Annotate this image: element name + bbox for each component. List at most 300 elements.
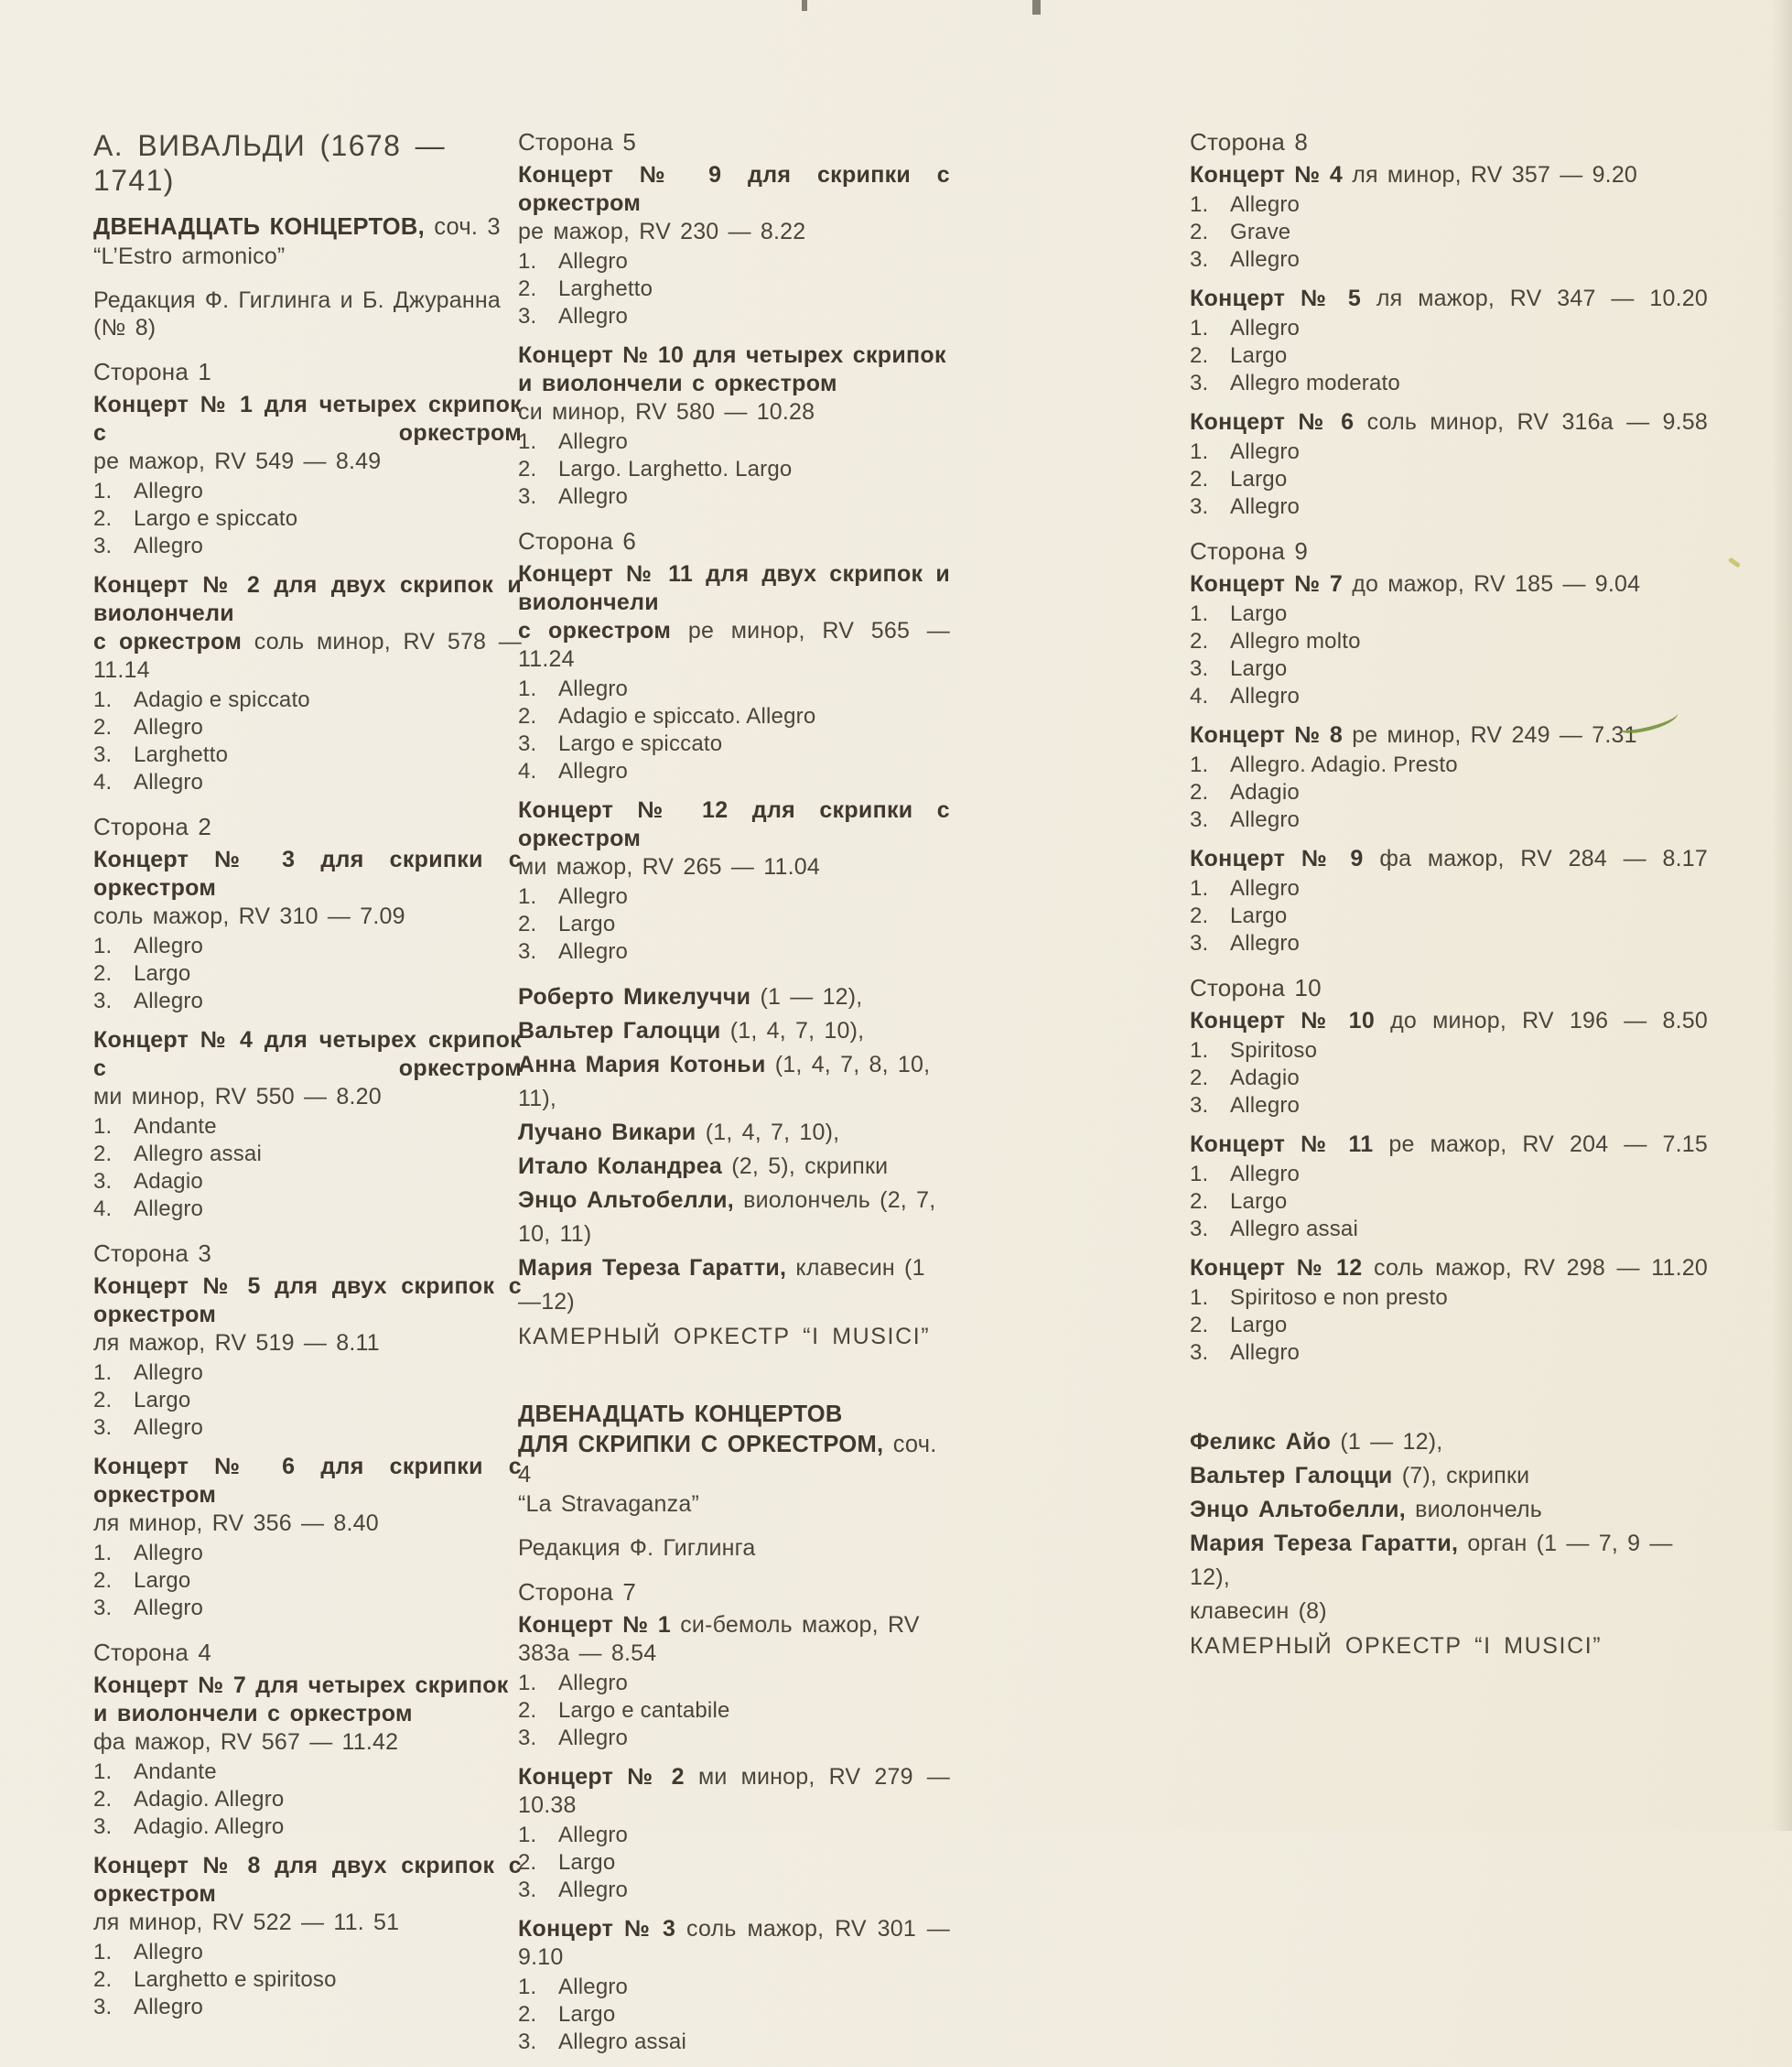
movement-number: 2. bbox=[93, 1388, 113, 1412]
scan-mark bbox=[802, 0, 807, 11]
movement-tempo: Allegro bbox=[558, 676, 629, 701]
movement-number: 1. bbox=[1190, 601, 1209, 626]
opus3-orchestra-line: КАМЕРНЫЙ ОРКЕСТР “I MUSICI” bbox=[518, 1324, 931, 1349]
movement-number: 3. bbox=[518, 1726, 537, 1750]
movement bbox=[518, 938, 950, 966]
movement bbox=[93, 1359, 522, 1387]
opus4-editors bbox=[518, 1534, 950, 1562]
opus3-performers-line: Роберто Микелуччи (1 — 12), bbox=[518, 984, 863, 1010]
concerto-op3-11-line: Концерт № 11 для двух скрипок и виолончели bbox=[518, 561, 950, 615]
concerto-op4-4 bbox=[1190, 161, 1708, 274]
movement-tempo: Allegro bbox=[558, 1726, 629, 1750]
opus4-orchestra bbox=[1190, 1632, 1708, 1660]
movement bbox=[518, 1670, 950, 1697]
concerto-op3-2-line: Концерт № 2 для двух скрипок и виолончели bbox=[93, 572, 522, 626]
concerto-op3-3 bbox=[93, 846, 522, 1015]
movement-number: 1. bbox=[1190, 192, 1209, 217]
movement-tempo: Grave bbox=[1230, 220, 1291, 244]
movement-tempo: Allegro assai bbox=[134, 1142, 263, 1166]
movement-number: 2. bbox=[1190, 343, 1209, 368]
movement-number: 1. bbox=[1190, 1038, 1209, 1063]
side-label-5 bbox=[518, 128, 950, 156]
movement bbox=[93, 1141, 522, 1168]
movement-tempo: Allegro bbox=[558, 429, 629, 454]
movement-list bbox=[93, 933, 522, 1015]
concerto-op3-12-line: Концерт № 12 для скрипки с оркестром bbox=[518, 797, 950, 851]
page-edge-shadow bbox=[1772, 0, 1792, 1831]
side-label-8 bbox=[1190, 128, 1708, 156]
movement-list bbox=[1190, 438, 1708, 521]
concerto-op3-4 bbox=[93, 1026, 522, 1223]
movement-number: 3. bbox=[93, 1814, 113, 1839]
movement-list bbox=[1190, 752, 1708, 834]
side-label-4 bbox=[93, 1639, 522, 1666]
opus3-performers-line: Энцо Альтобелли, виолончель (2, 7, 10, 11) bbox=[518, 1187, 936, 1247]
movement bbox=[518, 276, 950, 303]
movement-number: 3. bbox=[1190, 1340, 1209, 1365]
movement-list bbox=[518, 1670, 950, 1752]
side-label-8-line: Сторона 8 bbox=[1190, 128, 1309, 156]
movement-tempo: Allegro bbox=[1230, 494, 1301, 519]
movement bbox=[1190, 779, 1708, 806]
opus4-title-line: ДВЕНАДЦАТЬ КОНЦЕРТОВ bbox=[518, 1401, 843, 1427]
movement-tempo: Allegro bbox=[1230, 439, 1301, 464]
movement-number: 1. bbox=[518, 429, 537, 454]
concerto-op3-12 bbox=[518, 796, 950, 966]
concerto-op3-1 bbox=[93, 391, 522, 560]
opus3-performers-line: Мария Тереза Гаратти, клавесин (1 —12) bbox=[518, 1255, 925, 1315]
movement-tempo: Adagio e spiccato. Allegro bbox=[558, 704, 816, 729]
movement-number: 1. bbox=[518, 884, 537, 909]
opus3-orchestra bbox=[518, 1323, 950, 1350]
movement bbox=[1190, 601, 1708, 628]
movement-number: 3. bbox=[93, 1169, 113, 1194]
movement-number: 2. bbox=[93, 1142, 113, 1166]
concerto-op3-2 bbox=[93, 571, 522, 796]
opus3-performers bbox=[518, 980, 950, 1319]
concerto-op3-5 bbox=[93, 1272, 522, 1442]
movement-tempo: Largo bbox=[558, 2002, 616, 2027]
movement bbox=[1190, 655, 1708, 683]
movement bbox=[93, 714, 522, 741]
side-label-9 bbox=[1190, 537, 1708, 565]
opus3-performers-line: Итало Коландреа (2, 5), скрипки bbox=[518, 1153, 889, 1179]
movement-tempo: Allegro bbox=[558, 939, 629, 964]
movement-number: 3. bbox=[1190, 807, 1209, 832]
movement-number: 2. bbox=[93, 715, 113, 740]
concerto-op4-7 bbox=[1190, 570, 1708, 710]
movement-tempo: Largo e spiccato bbox=[558, 731, 723, 756]
movement-tempo: Allegro bbox=[558, 1975, 629, 1999]
opus4-performers-line: клавесин (8) bbox=[1190, 1598, 1327, 1624]
concerto-op3-6 bbox=[93, 1453, 522, 1622]
movement-tempo: Larghetto bbox=[558, 276, 653, 301]
movement-tempo: Spiritoso bbox=[1230, 1038, 1318, 1063]
opus4-title-line: ДЛЯ СКРИПКИ С ОРКЕСТРОМ, соч. 4 bbox=[518, 1432, 937, 1488]
movement bbox=[1190, 466, 1708, 493]
concerto-op4-11 bbox=[1190, 1131, 1708, 1243]
opus4-performers-line: Энцо Альтобелли, виолончель bbox=[1190, 1497, 1543, 1522]
concerto-op4-7-line: Концерт № 7 до мажор, RV 185 — 9.04 bbox=[1190, 571, 1641, 597]
movement bbox=[1190, 191, 1708, 219]
movement bbox=[93, 1813, 522, 1841]
side-label-10-line: Сторона 10 bbox=[1190, 974, 1322, 1001]
movement-list bbox=[93, 1540, 522, 1622]
movement bbox=[518, 730, 950, 758]
movement bbox=[518, 483, 950, 511]
movement-tempo: Allegro bbox=[134, 1940, 204, 1964]
opus4-performers-line: Вальтер Галоцци (7), скрипки bbox=[1190, 1463, 1530, 1488]
movement-tempo: Allegro moderato bbox=[1230, 371, 1400, 395]
composer-title-line: А. ВИВАЛЬДИ (1678 — 1741) bbox=[93, 129, 446, 197]
movement-number: 3. bbox=[518, 731, 537, 756]
movement-tempo: Allegro bbox=[134, 1596, 204, 1620]
movement-tempo: Allegro bbox=[134, 934, 204, 958]
movement-number: 1. bbox=[518, 676, 537, 701]
movement-tempo: Allegro bbox=[1230, 876, 1301, 901]
opus3-title bbox=[93, 212, 522, 243]
side-label-2-line: Сторона 2 bbox=[93, 813, 212, 840]
concerto-op4-6 bbox=[1190, 408, 1708, 521]
concerto-op3-11-line: с оркестром ре минор, RV 565 — 11.24 bbox=[518, 618, 950, 672]
movement bbox=[1190, 1284, 1708, 1312]
movement-list bbox=[1190, 1037, 1708, 1120]
movement-tempo: Allegro bbox=[134, 1541, 204, 1565]
movement bbox=[518, 1822, 950, 1849]
movement bbox=[93, 1786, 522, 1813]
movement bbox=[518, 2029, 950, 2056]
movement-tempo: Allegro bbox=[558, 1823, 629, 1847]
concerto-op4-9 bbox=[1190, 845, 1708, 958]
column-2 bbox=[518, 128, 950, 2067]
movement-number: 2. bbox=[518, 457, 537, 482]
concerto-op4-3 bbox=[518, 1915, 950, 2056]
concerto-op3-5-line: ля мажор, RV 519 — 8.11 bbox=[93, 1330, 380, 1356]
movement-number: 2. bbox=[93, 1787, 113, 1812]
movement-number: 3. bbox=[93, 1995, 113, 2019]
concerto-op4-8 bbox=[1190, 721, 1708, 834]
movement-number: 3. bbox=[1190, 371, 1209, 395]
movement-number: 2. bbox=[1190, 1066, 1209, 1090]
movement-number: 1. bbox=[93, 479, 113, 503]
concerto-op4-2 bbox=[518, 1763, 950, 1904]
movement bbox=[93, 1540, 522, 1567]
movement-number: 3. bbox=[1190, 656, 1209, 681]
movement bbox=[93, 687, 522, 714]
movement bbox=[93, 1567, 522, 1595]
movement-number: 1. bbox=[518, 249, 537, 274]
movement-number: 1. bbox=[93, 1759, 113, 1784]
movement-number: 2. bbox=[518, 1698, 537, 1723]
movement-number: 3. bbox=[1190, 247, 1209, 272]
movement-tempo: Andante bbox=[134, 1114, 217, 1139]
concerto-op4-2-line: Концерт № 2 ми минор, RV 279 — 10.38 bbox=[518, 1764, 950, 1818]
movement-number: 3. bbox=[518, 304, 537, 329]
side-label-1-line: Сторона 1 bbox=[93, 358, 212, 385]
movement-number: 1. bbox=[518, 1823, 537, 1847]
opus3-performers-line: Вальтер Галоцци (1, 4, 7, 10), bbox=[518, 1018, 865, 1044]
movement-number: 1. bbox=[518, 1671, 537, 1695]
concerto-op3-12-line: ми мажор, RV 265 — 11.04 bbox=[518, 854, 820, 880]
concerto-op3-8 bbox=[93, 1852, 522, 2021]
movement-list bbox=[518, 428, 950, 511]
movement-list bbox=[93, 1359, 522, 1442]
opus4-performers bbox=[1190, 1425, 1708, 1629]
movement-number: 2. bbox=[93, 961, 113, 986]
movement-tempo: Allegro bbox=[134, 1196, 204, 1221]
movement bbox=[518, 248, 950, 276]
concerto-op3-5-line: Концерт № 5 для двух скрипок с оркестром bbox=[93, 1273, 522, 1327]
movement-number: 2. bbox=[93, 1568, 113, 1593]
column-1 bbox=[93, 128, 522, 2032]
movement-number: 1. bbox=[93, 934, 113, 958]
movement-tempo: Largo bbox=[558, 1850, 616, 1875]
movement-tempo: Largo e cantabile bbox=[558, 1698, 730, 1723]
movement bbox=[518, 911, 950, 938]
concerto-op3-7-line: Концерт № 7 для четырех скрипок bbox=[93, 1672, 509, 1698]
movement bbox=[1190, 1161, 1708, 1188]
concerto-op3-3-line: соль мажор, RV 310 — 7.09 bbox=[93, 904, 405, 929]
concerto-op3-10-line: и виолончели с оркестром bbox=[518, 371, 837, 396]
movement-list bbox=[1190, 1284, 1708, 1367]
movement bbox=[1190, 342, 1708, 370]
movement-tempo: Adagio e spiccato bbox=[134, 687, 310, 712]
movement bbox=[1190, 1216, 1708, 1243]
concerto-op3-9 bbox=[518, 161, 950, 330]
movement-number: 2. bbox=[93, 506, 113, 531]
movement-tempo: Allegro. Adagio. Presto bbox=[1230, 752, 1458, 777]
movement-number: 1. bbox=[1190, 316, 1209, 341]
movement-number: 1. bbox=[1190, 1162, 1209, 1186]
concerto-op3-10-line: си минор, RV 580 — 10.28 bbox=[518, 399, 815, 425]
movement-number: 3. bbox=[93, 742, 113, 767]
movement bbox=[93, 933, 522, 960]
movement bbox=[518, 2001, 950, 2029]
movement bbox=[518, 1697, 950, 1725]
movement-tempo: Largo bbox=[1230, 467, 1288, 492]
movement bbox=[93, 1595, 522, 1622]
movement bbox=[1190, 370, 1708, 397]
movement-tempo: Largo e spiccato bbox=[134, 506, 298, 531]
movement bbox=[1190, 628, 1708, 655]
movement bbox=[1190, 493, 1708, 521]
movement-number: 1. bbox=[93, 1114, 113, 1139]
movement-number: 2. bbox=[518, 276, 537, 301]
movement-number: 1. bbox=[518, 1975, 537, 1999]
movement bbox=[1190, 315, 1708, 342]
concerto-op4-9-line: Концерт № 9 фа мажор, RV 284 — 8.17 bbox=[1190, 846, 1708, 871]
movement-tempo: Largo bbox=[1230, 656, 1288, 681]
movement bbox=[1190, 683, 1708, 710]
concerto-op4-11-line: Концерт № 11 ре мажор, RV 204 — 7.15 bbox=[1190, 1131, 1708, 1157]
concerto-op4-12 bbox=[1190, 1254, 1708, 1367]
movement-number: 3. bbox=[1190, 1217, 1209, 1241]
movement bbox=[518, 303, 950, 330]
movement-list bbox=[93, 1939, 522, 2021]
movement-number: 3. bbox=[518, 939, 537, 964]
movement bbox=[93, 769, 522, 796]
concerto-op3-11 bbox=[518, 560, 950, 785]
movement-number: 3. bbox=[93, 534, 113, 558]
movement bbox=[1190, 1037, 1708, 1065]
movement-tempo: Largo. Larghetto. Largo bbox=[558, 457, 793, 482]
movement bbox=[93, 1113, 522, 1141]
movement-tempo: Allegro bbox=[134, 479, 204, 503]
movement-list bbox=[1190, 191, 1708, 274]
concerto-op4-10 bbox=[1190, 1007, 1708, 1120]
movement-tempo: Allegro bbox=[1230, 1340, 1301, 1365]
side-label-6 bbox=[518, 527, 950, 555]
movement-number: 4. bbox=[93, 770, 113, 795]
movement-tempo: Largo bbox=[1230, 601, 1288, 626]
concerto-op3-8-line: ля минор, RV 522 — 11. 51 bbox=[93, 1910, 400, 1935]
movement-number: 3. bbox=[518, 484, 537, 509]
movement-tempo: Largo bbox=[558, 912, 616, 936]
movement-number: 3. bbox=[93, 989, 113, 1013]
section-gap bbox=[1190, 1378, 1708, 1411]
side-label-3-line: Сторона 3 bbox=[93, 1239, 212, 1267]
side-label-6-line: Сторона 6 bbox=[518, 527, 637, 555]
movement-tempo: Allegro bbox=[1230, 931, 1301, 956]
movement-tempo: Allegro bbox=[1230, 192, 1301, 217]
side-label-10 bbox=[1190, 974, 1708, 1001]
movement-tempo: Allegro bbox=[134, 1995, 204, 2019]
opus4-title bbox=[518, 1400, 950, 1490]
movement-list bbox=[1190, 875, 1708, 958]
movement-tempo: Adagio bbox=[134, 1169, 203, 1194]
movement bbox=[93, 1387, 522, 1414]
movement-tempo: Allegro bbox=[1230, 1162, 1301, 1186]
movement bbox=[93, 1759, 522, 1786]
movement-tempo: Allegro bbox=[134, 989, 204, 1013]
side-label-4-line: Сторона 4 bbox=[93, 1639, 212, 1666]
movement bbox=[93, 1966, 522, 1994]
opus3-performers-line: Анна Мария Котоньи (1, 4, 7, 8, 10, 11), bbox=[518, 1052, 931, 1111]
movement-number: 3. bbox=[518, 2029, 537, 2054]
concerto-op4-1-line: Концерт № 1 си-бемоль мажор, RV 383a — 8.54 bbox=[518, 1612, 920, 1666]
side-label-7-line: Сторона 7 bbox=[518, 1578, 637, 1606]
concerto-op4-5-line: Концерт № 5 ля мажор, RV 347 — 10.20 bbox=[1190, 286, 1708, 311]
opus3-performers-line: Лучано Викари (1, 4, 7, 10), bbox=[518, 1120, 840, 1145]
movement-tempo: Allegro bbox=[558, 884, 629, 909]
concerto-op4-1 bbox=[518, 1611, 950, 1752]
movement-number: 2. bbox=[1190, 629, 1209, 654]
movement-number: 2. bbox=[1190, 904, 1209, 928]
concerto-op3-7-line: фа мажор, RV 567 — 11.42 bbox=[93, 1729, 399, 1755]
movement-tempo: Largo bbox=[1230, 1313, 1288, 1337]
movement bbox=[518, 1877, 950, 1904]
opus4-subtitle bbox=[518, 1490, 950, 1518]
movement-list bbox=[93, 478, 522, 560]
movement bbox=[1190, 903, 1708, 930]
concerto-op4-10-line: Концерт № 10 до минор, RV 196 — 8.50 bbox=[1190, 1008, 1708, 1034]
movement-number: 1. bbox=[93, 1940, 113, 1964]
movement bbox=[93, 988, 522, 1015]
movement bbox=[518, 676, 950, 703]
movement bbox=[1190, 1312, 1708, 1339]
movement-tempo: Allegro bbox=[134, 534, 204, 558]
movement bbox=[518, 1974, 950, 2001]
movement-number: 3. bbox=[1190, 931, 1209, 956]
movement bbox=[1190, 930, 1708, 958]
concerto-op3-10 bbox=[518, 341, 950, 511]
movement-list bbox=[1190, 1161, 1708, 1243]
movement bbox=[93, 1994, 522, 2021]
movement-number: 3. bbox=[93, 1596, 113, 1620]
side-label-9-line: Сторона 9 bbox=[1190, 537, 1309, 565]
movement bbox=[518, 1849, 950, 1877]
opus3-title-line: ДВЕНАДЦАТЬ КОНЦЕРТОВ, соч. 3 bbox=[93, 214, 501, 240]
movement-list bbox=[93, 1759, 522, 1841]
movement bbox=[1190, 875, 1708, 903]
concerto-op3-1-line: Концерт № 1 для четырех скрипок с оркестром bbox=[93, 392, 522, 446]
movement bbox=[1190, 1092, 1708, 1120]
movement-number: 3. bbox=[1190, 1093, 1209, 1118]
movement-tempo: Adagio bbox=[1230, 1066, 1300, 1090]
composer-title bbox=[93, 128, 522, 198]
movement bbox=[93, 741, 522, 769]
movement-number: 1. bbox=[93, 1541, 113, 1565]
movement-tempo: Allegro assai bbox=[1230, 1217, 1359, 1241]
concerto-op3-7-line: и виолончели с оркестром bbox=[93, 1701, 413, 1726]
movement-number: 2. bbox=[518, 912, 537, 936]
concerto-op3-10-line: Концерт № 10 для четырех скрипок bbox=[518, 342, 946, 368]
movement-number: 2. bbox=[518, 2002, 537, 2027]
movement-tempo: Allegro bbox=[1230, 807, 1301, 832]
side-label-2 bbox=[93, 813, 522, 840]
column-3 bbox=[1190, 128, 1708, 1660]
movement-tempo: Allegro molto bbox=[1230, 629, 1361, 654]
concerto-op4-6-line: Концерт № 6 соль минор, RV 316a — 9.58 bbox=[1190, 409, 1708, 435]
movement bbox=[518, 456, 950, 483]
movement-number: 2. bbox=[1190, 1189, 1209, 1214]
concerto-op4-5 bbox=[1190, 285, 1708, 397]
movement bbox=[93, 505, 522, 533]
movement bbox=[1190, 1339, 1708, 1367]
movement-tempo: Allegro bbox=[558, 1671, 629, 1695]
movement-list bbox=[518, 248, 950, 330]
movement-tempo: Allegro bbox=[134, 1415, 204, 1440]
opus3-subtitle-line: “L’Estro armonico” bbox=[93, 243, 286, 269]
movement bbox=[93, 533, 522, 560]
opus3-subtitle bbox=[93, 243, 522, 270]
movement-list bbox=[93, 1113, 522, 1223]
movement-number: 1. bbox=[1190, 439, 1209, 464]
concerto-op3-2-line: с оркестром соль минор, RV 578 — 11.14 bbox=[93, 629, 522, 683]
movement-tempo: Allegro assai bbox=[558, 2029, 687, 2054]
movement-number: 3. bbox=[93, 1415, 113, 1440]
concerto-op3-8-line: Концерт № 8 для двух скрипок с оркестром bbox=[93, 1853, 522, 1907]
movement-tempo: Allegro bbox=[558, 304, 629, 329]
movement-number: 2. bbox=[1190, 220, 1209, 244]
movement-tempo: Allegro bbox=[558, 759, 629, 784]
movement bbox=[518, 703, 950, 730]
movement-tempo: Allegro bbox=[1230, 1093, 1301, 1118]
movement bbox=[93, 1939, 522, 1966]
movement-list bbox=[518, 883, 950, 966]
concerto-op3-9-line: ре мажор, RV 230 — 8.22 bbox=[518, 219, 806, 244]
movement-tempo: Largo bbox=[134, 1388, 191, 1412]
concerto-op4-12-line: Концерт № 12 соль мажор, RV 298 — 11.20 bbox=[1190, 1255, 1708, 1281]
movement-list bbox=[518, 1974, 950, 2056]
opus4-orchestra-line: КАМЕРНЫЙ ОРКЕСТР “I MUSICI” bbox=[1190, 1633, 1603, 1659]
movement-number: 1. bbox=[93, 687, 113, 712]
side-label-3 bbox=[93, 1239, 522, 1267]
movement-tempo: Adagio. Allegro bbox=[134, 1814, 285, 1839]
movement bbox=[93, 960, 522, 988]
movement-number: 4. bbox=[518, 759, 537, 784]
opus4-performers-line: Мария Тереза Гаратти, орган (1 — 7, 9 — 12), bbox=[1190, 1531, 1673, 1590]
